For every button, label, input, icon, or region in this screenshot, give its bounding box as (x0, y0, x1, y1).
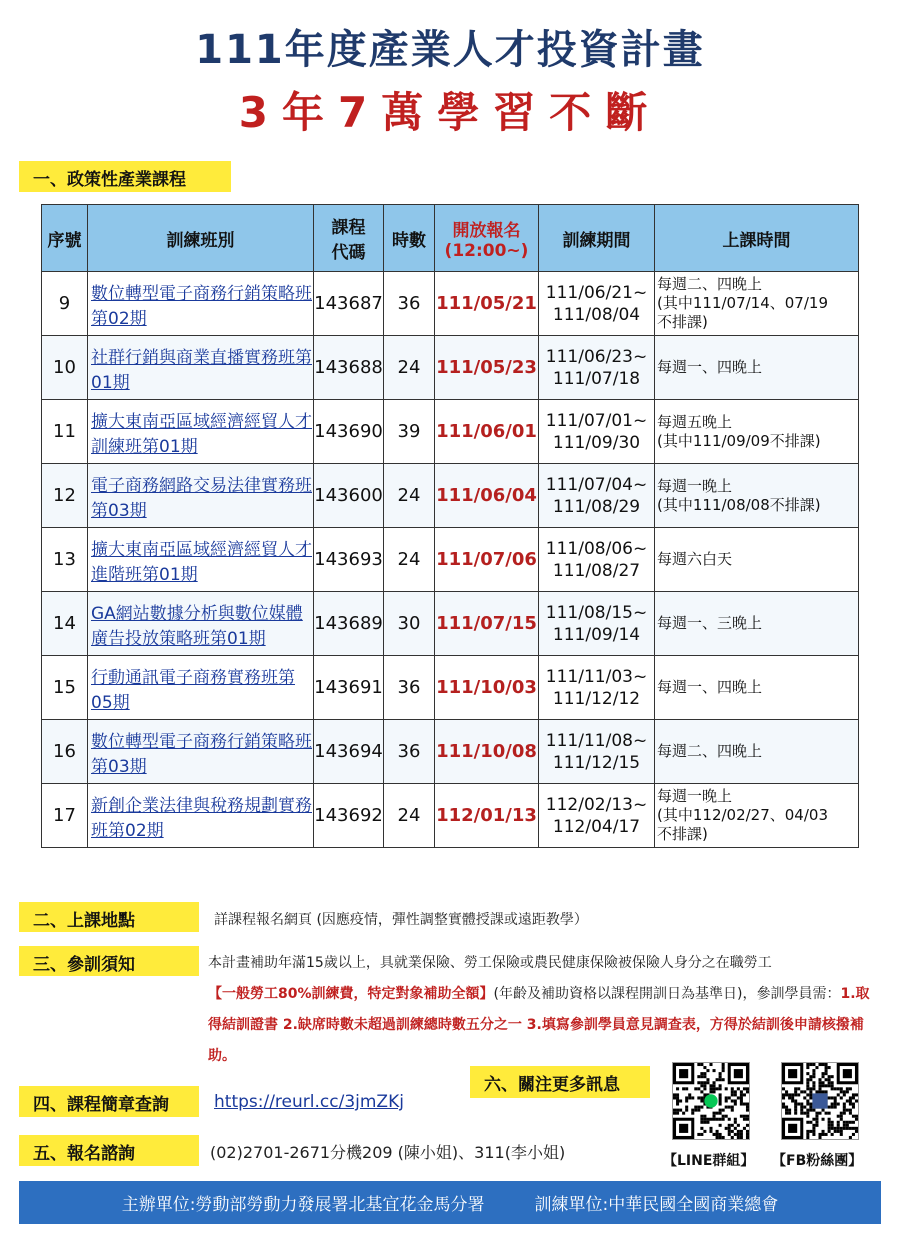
course-hours: 24 (384, 336, 435, 400)
open-date: 111/06/01 (435, 400, 539, 464)
row-number: 11 (42, 400, 88, 464)
notice-p1: 本計畫補助年滿15歲以上，具就業保險、勞工保險或農民健康保險被保險人身分之在職勞工 (208, 955, 772, 971)
contact-text: (02)2701-2671分機209 (陳小姐)、311(李小姐) (210, 1143, 566, 1162)
course-table (41, 204, 859, 848)
class-schedule: 每週一、四晚上 (655, 656, 859, 720)
table-row (42, 656, 859, 720)
table-row (42, 272, 859, 336)
fb-page-caption: 【FB粉絲團】 (772, 1153, 863, 1169)
course-hours: 36 (384, 272, 435, 336)
course-name-cell (88, 464, 314, 528)
course-name-cell (88, 528, 314, 592)
course-hours: 30 (384, 592, 435, 656)
page-title: 111年度產業人才投資計畫 (195, 27, 705, 73)
training-period: 111/06/23~ 111/07/18 (539, 336, 655, 400)
course-name-link[interactable]: 數位轉型電子商務行銷策略班第02期 (91, 283, 312, 329)
course-code: 143694 (314, 720, 384, 784)
table-row (42, 336, 859, 400)
class-schedule: 每週二、四晚上 (其中111/07/14、07/19 不排課) (655, 272, 859, 336)
open-date: 111/06/04 (435, 464, 539, 528)
training-unit: 訓練單位:中華民國全國商業總會 (534, 1195, 779, 1215)
page-subtitle: 3年7萬學習不斷 (238, 88, 662, 137)
class-schedule: 每週五晚上 (其中111/09/09不排課) (655, 400, 859, 464)
course-hours: 24 (384, 784, 435, 848)
notice-text (208, 948, 873, 1072)
course-name-cell (88, 400, 314, 464)
class-schedule: 每週一晚上 (其中112/02/27、04/03 不排課) (655, 784, 859, 848)
section-notice-label: 三、參訓須知 (19, 946, 199, 976)
row-number: 9 (42, 272, 88, 336)
open-date: 111/10/03 (435, 656, 539, 720)
training-period: 112/02/13~ 112/04/17 (539, 784, 655, 848)
course-name-cell (88, 656, 314, 720)
course-hours: 24 (384, 464, 435, 528)
training-period: 111/06/21~ 111/08/04 (539, 272, 655, 336)
fb-qr-code[interactable] (781, 1062, 859, 1140)
header-period: 訓練期間 (539, 205, 655, 272)
course-code: 143692 (314, 784, 384, 848)
course-name-link[interactable]: 電子商務網路交易法律實務班第03期 (91, 475, 312, 521)
course-code: 143693 (314, 528, 384, 592)
course-name-cell (88, 336, 314, 400)
course-name-cell (88, 720, 314, 784)
course-name-link[interactable]: 行動通訊電子商務實務班第05期 (91, 667, 295, 713)
course-name-cell (88, 784, 314, 848)
course-name-cell (88, 592, 314, 656)
row-number: 14 (42, 592, 88, 656)
host-unit: 主辦單位:勞動部勞動力發展署北基宜花金馬分署 (121, 1195, 485, 1215)
course-name-link[interactable]: GA網站數據分析與數位媒體廣告投放策略班第01期 (91, 603, 303, 649)
class-schedule: 每週二、四晚上 (655, 720, 859, 784)
course-name-link[interactable]: 擴大東南亞區域經濟經貿人才訓練班第01期 (91, 411, 312, 457)
class-schedule: 每週一、三晚上 (655, 592, 859, 656)
section-courses-label: 一、政策性產業課程 (19, 161, 231, 192)
course-query-link[interactable]: https://reurl.cc/3jmZKj (214, 1092, 404, 1112)
course-code: 143600 (314, 464, 384, 528)
course-code: 143688 (314, 336, 384, 400)
row-number: 15 (42, 656, 88, 720)
open-date: 111/10/08 (435, 720, 539, 784)
footer-bar (19, 1181, 881, 1224)
course-code: 143687 (314, 272, 384, 336)
row-number: 13 (42, 528, 88, 592)
course-name-link[interactable]: 數位轉型電子商務行銷策略班第03期 (91, 731, 312, 777)
row-number: 16 (42, 720, 88, 784)
row-number: 10 (42, 336, 88, 400)
training-period: 111/08/06~ 111/08/27 (539, 528, 655, 592)
open-date: 111/07/06 (435, 528, 539, 592)
course-code: 143691 (314, 656, 384, 720)
course-name-link[interactable]: 新創企業法律與稅務規劃實務班第02期 (91, 795, 312, 841)
open-date: 112/01/13 (435, 784, 539, 848)
line-qr-code[interactable] (672, 1062, 750, 1140)
course-hours: 36 (384, 656, 435, 720)
course-code: 143690 (314, 400, 384, 464)
row-number: 17 (42, 784, 88, 848)
header-course-name: 訓練班別 (88, 205, 314, 272)
table-row (42, 400, 859, 464)
header-open-date: 開放報名 (12:00~) (435, 205, 539, 272)
course-name-link[interactable]: 擴大東南亞區域經濟經貿人才進階班第01期 (91, 539, 312, 585)
table-row (42, 528, 859, 592)
open-date: 111/07/15 (435, 592, 539, 656)
table-row (42, 592, 859, 656)
table-row (42, 464, 859, 528)
training-period: 111/07/04~ 111/08/29 (539, 464, 655, 528)
table-row (42, 784, 859, 848)
training-period: 111/07/01~ 111/09/30 (539, 400, 655, 464)
course-name-cell (88, 272, 314, 336)
facebook-icon (812, 1093, 827, 1108)
notice-subsidy: 【一般勞工80%訓練費，特定對象補助全額】 (208, 986, 494, 1002)
section-contact-label: 五、報名諮詢 (19, 1135, 199, 1166)
table-row (42, 720, 859, 784)
section-query-label: 四、課程簡章查詢 (19, 1086, 199, 1117)
section-location-label: 二、上課地點 (19, 902, 199, 932)
class-schedule: 每週六白天 (655, 528, 859, 592)
course-hours: 24 (384, 528, 435, 592)
header-hours: 時數 (384, 205, 435, 272)
section-follow-label: 六、關注更多訊息 (470, 1066, 650, 1098)
line-icon (704, 1094, 717, 1107)
course-hours: 36 (384, 720, 435, 784)
training-period: 111/11/03~ 111/12/12 (539, 656, 655, 720)
class-schedule: 每週一晚上 (其中111/08/08不排課) (655, 464, 859, 528)
open-date: 111/05/23 (435, 336, 539, 400)
header-code: 課程 代碼 (314, 205, 384, 272)
open-date: 111/05/21 (435, 272, 539, 336)
row-number: 12 (42, 464, 88, 528)
course-code: 143689 (314, 592, 384, 656)
location-text: 詳課程報名網頁 (因應疫情，彈性調整實體授課或遠距教學） (214, 912, 588, 928)
notice-p2: (年齡及補助資格以課程開訓日為基準日)，參訓學員需： (493, 986, 841, 1002)
header-schedule: 上課時間 (655, 205, 859, 272)
header-no: 序號 (42, 205, 88, 272)
line-group-caption: 【LINE群組】 (663, 1153, 755, 1169)
training-period: 111/08/15~ 111/09/14 (539, 592, 655, 656)
notice-conditions: 1.取得結訓證書 2.缺席時數未超過訓練總時數五分之一 3.填寫參訓學員意見調查表，方得於結訓後申請核撥補助。 (208, 986, 870, 1064)
course-hours: 39 (384, 400, 435, 464)
course-name-link[interactable]: 社群行銷與商業直播實務班第01期 (91, 347, 312, 393)
training-period: 111/11/08~ 111/12/15 (539, 720, 655, 784)
class-schedule: 每週一、四晚上 (655, 336, 859, 400)
